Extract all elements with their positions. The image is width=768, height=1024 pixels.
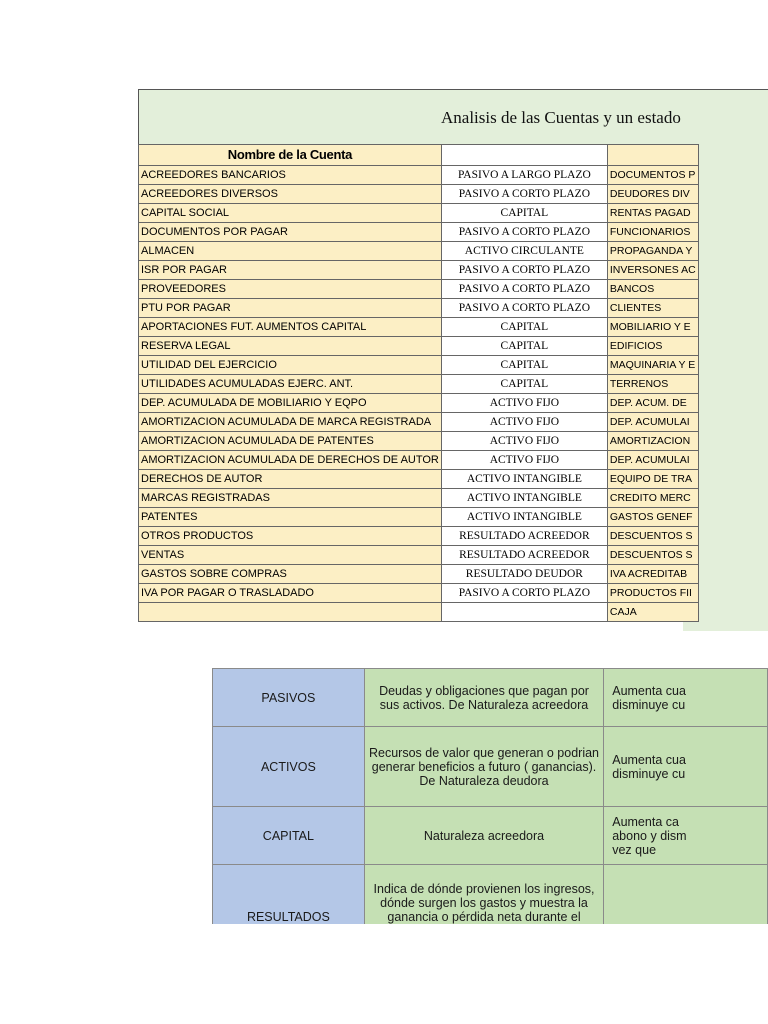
account-type-cell[interactable]: PASIVO A CORTO PLAZO [441, 185, 607, 204]
account-name-cell[interactable]: MARCAS REGISTRADAS [139, 489, 442, 508]
classification-table [212, 668, 768, 924]
account-type-cell[interactable]: ACTIVO INTANGIBLE [441, 489, 607, 508]
classification-table-wrapper [212, 668, 768, 924]
account-row [139, 546, 699, 565]
account-row [139, 280, 699, 299]
account-type-cell[interactable]: CAPITAL [441, 318, 607, 337]
account-name-cell[interactable]: CAPITAL SOCIAL [139, 204, 442, 223]
account-type-cell[interactable]: CAPITAL [441, 375, 607, 394]
classification-key-cell: RESULTADOS [213, 865, 365, 925]
account-row [139, 527, 699, 546]
account-type-cell[interactable]: ACTIVO FIJO [441, 451, 607, 470]
account-row [139, 394, 699, 413]
account-name-cell[interactable]: GASTOS SOBRE COMPRAS [139, 565, 442, 584]
account-type-cell[interactable]: RESULTADO ACREEDOR [441, 527, 607, 546]
account-col3-cell[interactable]: PRODUCTOS FII [607, 584, 698, 603]
classification-rule-cell: Aumenta cua disminuye cu [604, 669, 768, 727]
account-col3-cell[interactable]: DEP. ACUM. DE [607, 394, 698, 413]
classification-rule-cell: Aumenta cua disminuye cu [604, 727, 768, 807]
classification-description-cell: Recursos de valor que generan o podrian generar beneficios a futuro ( ganancias). De Naturaleza deudora [364, 727, 603, 807]
account-col3-cell[interactable]: DESCUENTOS S [607, 546, 698, 565]
account-row [139, 242, 699, 261]
account-type-cell[interactable]: PASIVO A CORTO PLAZO [441, 261, 607, 280]
account-type-cell[interactable]: RESULTADO DEUDOR [441, 565, 607, 584]
account-col3-cell[interactable]: CREDITO MERC [607, 489, 698, 508]
classification-key-cell: PASIVOS [213, 669, 365, 727]
account-type-cell[interactable]: CAPITAL [441, 337, 607, 356]
account-row [139, 299, 699, 318]
account-row [139, 356, 699, 375]
account-name-cell[interactable]: APORTACIONES FUT. AUMENTOS CAPITAL [139, 318, 442, 337]
account-type-cell[interactable]: ACTIVO INTANGIBLE [441, 470, 607, 489]
account-row [139, 413, 699, 432]
account-col3-cell[interactable]: CAJA [607, 603, 698, 622]
account-row [139, 223, 699, 242]
classification-key-cell: CAPITAL [213, 807, 365, 865]
account-name-cell[interactable]: UTILIDAD DEL EJERCICIO [139, 356, 442, 375]
classification-row [213, 865, 768, 925]
account-row [139, 261, 699, 280]
classification-row [213, 727, 768, 807]
account-type-cell[interactable]: ACTIVO FIJO [441, 432, 607, 451]
account-col3-cell[interactable]: IVA ACREDITAB [607, 565, 698, 584]
account-col3-cell[interactable]: EDIFICIOS [607, 337, 698, 356]
account-row [139, 185, 699, 204]
account-row [139, 489, 699, 508]
account-col3-cell[interactable]: DEP. ACUMULAI [607, 413, 698, 432]
account-name-cell[interactable]: DEP. ACUMULADA DE MOBILIARIO Y EQPO [139, 394, 442, 413]
accounts-table [138, 144, 699, 622]
account-name-cell[interactable]: AMORTIZACION ACUMULADA DE DERECHOS DE AUTOR [139, 451, 442, 470]
account-col3-cell[interactable]: DEUDORES DIV [607, 185, 698, 204]
account-type-cell[interactable]: PASIVO A CORTO PLAZO [441, 584, 607, 603]
account-col3-cell[interactable]: GASTOS GENEF [607, 508, 698, 527]
classification-row [213, 807, 768, 865]
account-col3-cell[interactable]: CLIENTES [607, 299, 698, 318]
account-name-cell[interactable]: AMORTIZACION ACUMULADA DE PATENTES [139, 432, 442, 451]
account-type-cell[interactable]: ACTIVO INTANGIBLE [441, 508, 607, 527]
account-type-cell[interactable]: CAPITAL [441, 204, 607, 223]
account-name-cell[interactable]: UTILIDADES ACUMULADAS EJERC. ANT. [139, 375, 442, 394]
account-col3-cell[interactable]: MAQUINARIA Y E [607, 356, 698, 375]
classification-description-cell: Indica de dónde provienen los ingresos, dónde surgen los gastos y muestra la ganancia o pérdida neta durante el [364, 865, 603, 925]
classification-key-cell: ACTIVOS [213, 727, 365, 807]
accounts-header-row [139, 145, 699, 166]
account-col3-cell[interactable]: BANCOS [607, 280, 698, 299]
account-type-cell[interactable]: ACTIVO FIJO [441, 394, 607, 413]
account-type-cell[interactable]: PASIVO A CORTO PLAZO [441, 280, 607, 299]
account-name-cell[interactable]: DOCUMENTOS POR PAGAR [139, 223, 442, 242]
account-row [139, 166, 699, 185]
account-type-cell[interactable]: ACTIVO CIRCULANTE [441, 242, 607, 261]
account-row [139, 470, 699, 489]
account-col3-cell[interactable]: MOBILIARIO Y E [607, 318, 698, 337]
account-row [139, 508, 699, 527]
account-row [139, 603, 699, 622]
classification-description-cell: Naturaleza acreedora [364, 807, 603, 865]
header-account-type[interactable] [441, 145, 607, 166]
account-name-cell[interactable] [139, 603, 442, 622]
account-row [139, 337, 699, 356]
account-name-cell[interactable]: OTROS PRODUCTOS [139, 527, 442, 546]
account-name-cell[interactable]: VENTAS [139, 546, 442, 565]
account-type-cell[interactable]: PASIVO A LARGO PLAZO [441, 166, 607, 185]
account-col3-cell[interactable]: INVERSONES AC [607, 261, 698, 280]
account-row [139, 584, 699, 603]
account-col3-cell[interactable]: DESCUENTOS S [607, 527, 698, 546]
account-type-cell[interactable]: RESULTADO ACREEDOR [441, 546, 607, 565]
account-analysis-sheet [138, 89, 768, 631]
account-col3-cell[interactable]: EQUIPO DE TRA [607, 470, 698, 489]
account-row [139, 565, 699, 584]
sheet-title: Analisis de las Cuentas y un estado [441, 108, 681, 127]
account-name-cell[interactable]: PROVEEDORES [139, 280, 442, 299]
account-row [139, 375, 699, 394]
account-row [139, 318, 699, 337]
account-name-cell[interactable]: DERECHOS DE AUTOR [139, 470, 442, 489]
account-col3-cell[interactable]: TERRENOS [607, 375, 698, 394]
account-type-cell[interactable] [441, 603, 607, 622]
account-name-cell[interactable]: ALMACEN [139, 242, 442, 261]
account-row [139, 451, 699, 470]
account-name-cell[interactable]: ACREEDORES DIVERSOS [139, 185, 442, 204]
account-col3-cell[interactable]: DEP. ACUMULAI [607, 451, 698, 470]
account-name-cell[interactable]: AMORTIZACION ACUMULADA DE MARCA REGISTRADA [139, 413, 442, 432]
account-col3-cell[interactable]: DOCUMENTOS P [607, 166, 698, 185]
header-col3[interactable] [607, 145, 698, 166]
sheet-title-bar [138, 89, 768, 144]
classification-rule-cell [604, 865, 768, 925]
account-row [139, 432, 699, 451]
account-name-cell[interactable]: PATENTES [139, 508, 442, 527]
classification-row [213, 669, 768, 727]
account-name-cell[interactable]: PTU POR PAGAR [139, 299, 442, 318]
account-name-cell[interactable]: ACREEDORES BANCARIOS [139, 166, 442, 185]
classification-description-cell: Deudas y obligaciones que pagan por sus activos. De Naturaleza acreedora [364, 669, 603, 727]
account-row [139, 204, 699, 223]
account-type-cell[interactable]: CAPITAL [441, 356, 607, 375]
account-col3-cell[interactable]: AMORTIZACION [607, 432, 698, 451]
account-name-cell[interactable]: ISR POR PAGAR [139, 261, 442, 280]
header-account-name[interactable]: Nombre de la Cuenta [139, 145, 442, 166]
account-type-cell[interactable]: PASIVO A CORTO PLAZO [441, 299, 607, 318]
classification-rule-cell: Aumenta ca abono y dism vez que [604, 807, 768, 865]
account-col3-cell[interactable]: RENTAS PAGAD [607, 204, 698, 223]
account-name-cell[interactable]: IVA POR PAGAR O TRASLADADO [139, 584, 442, 603]
account-col3-cell[interactable]: PROPAGANDA Y [607, 242, 698, 261]
account-name-cell[interactable]: RESERVA LEGAL [139, 337, 442, 356]
account-col3-cell[interactable]: FUNCIONARIOS [607, 223, 698, 242]
account-type-cell[interactable]: PASIVO A CORTO PLAZO [441, 223, 607, 242]
account-type-cell[interactable]: ACTIVO FIJO [441, 413, 607, 432]
